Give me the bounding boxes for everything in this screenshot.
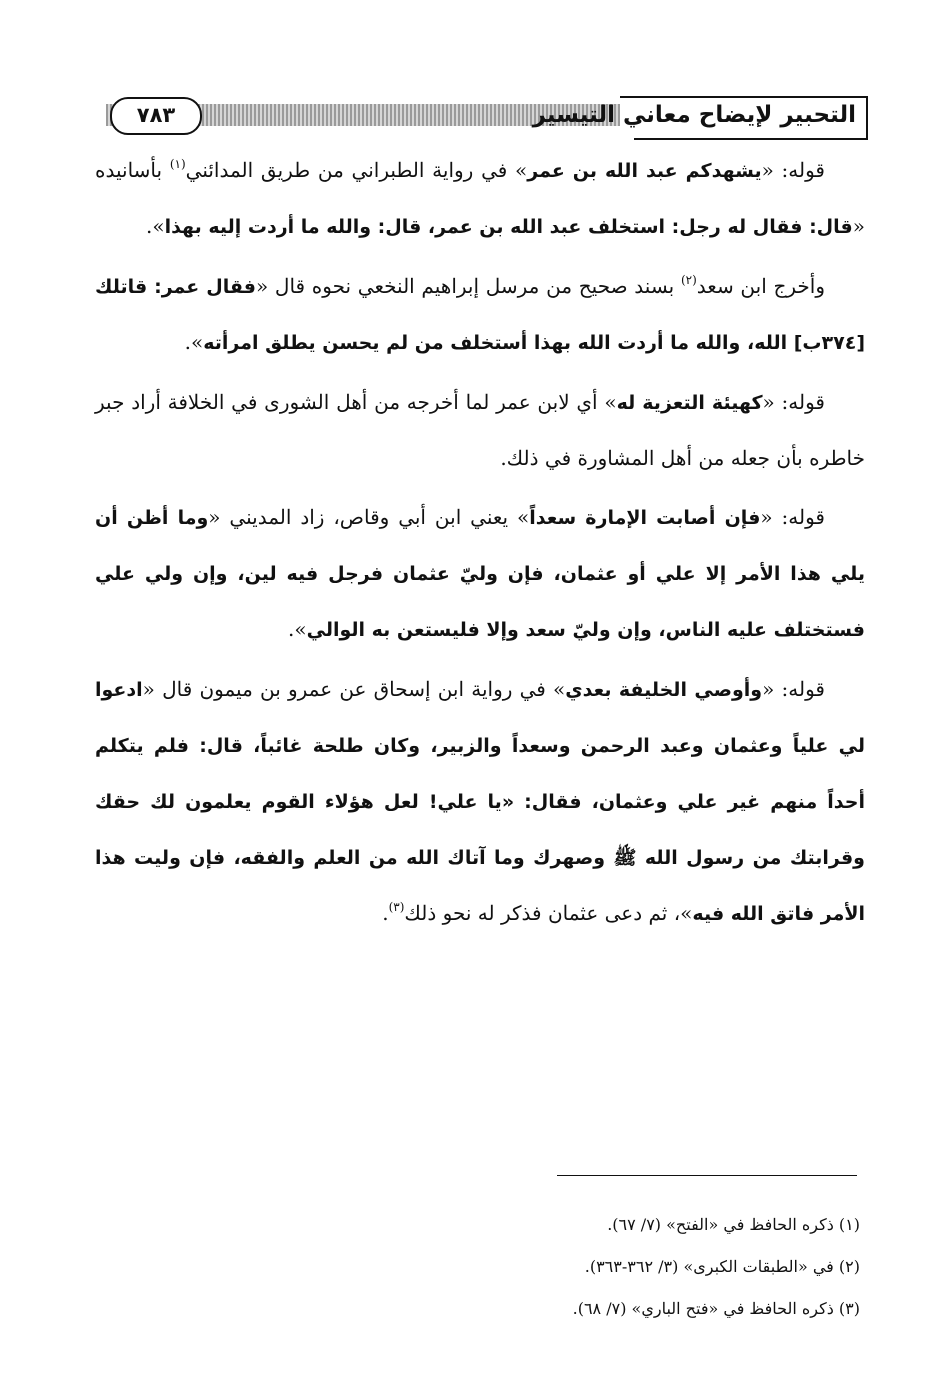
quoted-lemma: وأوصي الخليفة بعدي [565, 679, 763, 701]
paragraph-3 [95, 375, 865, 486]
quoted-lemma: كهيئة التعزية له [616, 392, 763, 414]
text-run: ». [288, 617, 307, 641]
text-run: » أي لابن عمر لما أخرجه من أهل الشورى في الخلافة أراد جبر خاطره بأن جعله من أهل المشاورة في ذلك. [95, 390, 865, 470]
quoted-text: ادعوا لي علياً وعثمان وعبد الرحمن وسعداً والزبير، وكان طلحة غائباً، قال: فلم يتكلم أحداً منهم غير علي وعثمان، فقال: «يا علي! لعل هؤلاء القوم يعلمون لك حقك وقرابتك من رسول الله ﷺ وصهرك وما آتاك الله من العلم والفقه، فإن وليت هذا الأمر فاتق الله فيه [95, 679, 865, 925]
paragraph-1 [95, 143, 865, 255]
text-run: قوله: « [762, 390, 825, 414]
paragraph-2 [95, 259, 865, 371]
text-run: ». [184, 330, 204, 354]
quoted-lemma: يشهدكم عبد الله بن عمر [527, 160, 762, 182]
text-run: قوله: « [762, 677, 825, 701]
text-run: » يعني ابن أبي وقاص، زاد المديني « [208, 505, 530, 529]
text-run: . [382, 901, 389, 925]
quoted-text: قال: فقال له رجل: استخلف عبد الله بن عمر، قال: والله ما أردت إليه بهذا [164, 216, 853, 238]
text-run: » في رواية الطبراني من طريق المدائني [185, 158, 528, 182]
footnote-ref-3: (٣) [388, 900, 405, 914]
header-title-frame [532, 96, 868, 140]
book-title: التحبير لإيضاح معاني التيسير [532, 102, 856, 128]
footnote-2: (٢) في «الطبقات الكبرى» (٣/ ٣٦٢-٣٦٣). [584, 1257, 860, 1276]
footnote-ref-2: (٢) [680, 273, 697, 287]
footnote-3: (٣) ذكره الحافظ في «فتح الباري» (٧/ ٦٨). [572, 1299, 860, 1318]
text-run: بسند صحيح من مرسل إبراهيم النخعي نحوه قال « [255, 274, 681, 298]
footnote-separator [557, 1175, 857, 1176]
text-run: قوله: « [760, 505, 825, 529]
text-run: بأسانيده « [95, 158, 865, 238]
text-run: وأخرج ابن سعد [696, 274, 825, 298]
quoted-lemma: فإن أصابت الإمارة سعداً [529, 507, 761, 529]
running-header [90, 96, 868, 142]
footnote-1: (١) ذكره الحافظ في «الفتح» (٧/ ٦٧). [607, 1215, 860, 1234]
quoted-text: وما أظن أن يلي هذا الأمر إلا علي أو عثمان، فإن وليّ عثمان فرجل فيه لين، وإن ولي علي فستختلف عليه الناس، وإن وليّ سعد وإلا فليستعن به الوالي [95, 507, 865, 641]
text-run: » في رواية ابن إسحاق عن عمرو بن ميمون قال « [142, 677, 566, 701]
paragraph-4 [95, 490, 865, 658]
footnotes [95, 1204, 860, 1330]
quoted-text: فقال عمر: قاتلك [٣٧٤ب] الله، والله ما أردت الله بهذا أستخلف من لم يحسن يطلق امرأته [95, 276, 865, 354]
footnote-ref-1: (١) [169, 157, 186, 171]
text-run: ». [145, 214, 165, 238]
paragraph-5 [95, 662, 865, 942]
main-text [95, 143, 865, 942]
page-number: ٧٨٣ [110, 97, 202, 135]
text-run: قوله: « [761, 158, 825, 182]
text-run: »، ثم دعى عثمان فذكر له نحو ذلك [404, 901, 693, 925]
